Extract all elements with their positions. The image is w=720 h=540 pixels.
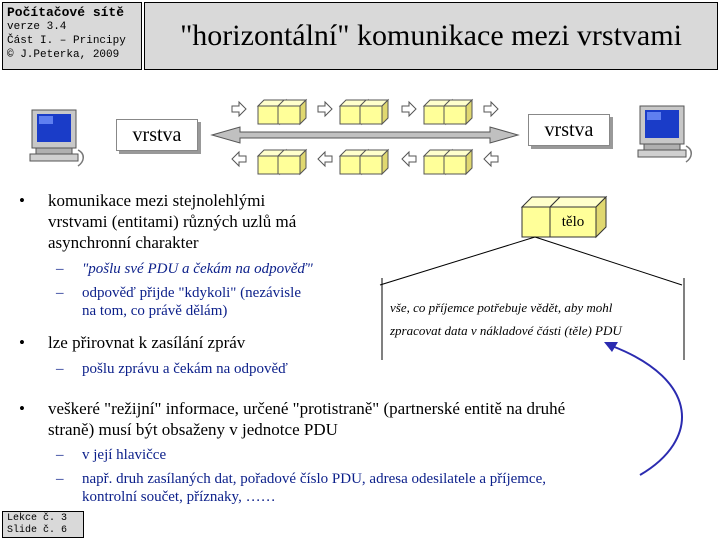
arrow-right-icon <box>402 102 416 116</box>
pdu-body-text: tělo <box>561 213 585 230</box>
bullet-3-sub-2-line-2: kontrolní součet, příznaky, …… <box>82 489 276 505</box>
bullet-3-sub-2 <box>56 470 676 506</box>
slide-title: "horizontální" komunikace mezi vrstvami <box>180 19 682 52</box>
pdu-cube-icon <box>360 150 388 174</box>
pdu-note-line-1: vše, co příjemce potřebuje vědět, aby mohl <box>390 300 613 315</box>
bullet-1-sub-1 <box>56 260 376 278</box>
pdu-cube-icon <box>278 150 306 174</box>
bullet-1-line-3: asynchronní charakter <box>48 233 199 252</box>
copyright-text: © J.Peterka, 2009 <box>7 49 120 61</box>
bullet-3-sub-1 <box>56 446 676 464</box>
bullet-dot: • <box>19 333 25 352</box>
bullet-2 <box>20 332 350 353</box>
arrow-left-icon <box>232 152 246 166</box>
pdu-flow-top <box>232 100 498 124</box>
arrow-right-icon <box>318 102 332 116</box>
pdu-body-label <box>550 207 596 237</box>
lecture-number: Lekce č. 3 <box>7 513 68 524</box>
sub-dash: – <box>56 261 64 277</box>
bullet-1-line-2: vrstvami (entitami) různých uzlů má <box>48 212 297 231</box>
pdu-cube-icon <box>360 100 388 124</box>
bullet-3-line-2: straně) musí být obsaženy v jednotce PDU <box>48 420 338 439</box>
pdu-note <box>390 296 690 342</box>
bullet-dot: • <box>19 191 25 210</box>
bullet-3-line-1: veškeré "režijní" informace, určené "protistraně" (partnerské entitě na druhé <box>48 399 566 418</box>
bullet-3-sub-2-line-1: např. druh zasílaných dat, pořadové číslo PDU, adresa odesilatele a příjemce, <box>82 471 546 487</box>
slide-number-panel <box>2 511 84 538</box>
bullet-1-sub-2 <box>56 284 376 320</box>
pdu-header-block <box>522 207 550 237</box>
slide-number: Slide č. 6 <box>7 525 68 536</box>
arrow-left-icon <box>402 152 416 166</box>
sub-dash: – <box>56 361 64 377</box>
part-text: Část I. – Principy <box>7 35 126 47</box>
bullet-1 <box>20 190 350 253</box>
layer-label-right-text: vrstva <box>544 118 594 141</box>
course-title: Počítačové sítě <box>7 5 125 20</box>
bullet-dot: • <box>19 399 25 418</box>
bullet-2-line-1: lze přirovnat k zasílání zpráv <box>48 333 246 352</box>
computer-left-icon <box>30 110 83 166</box>
bullet-3 <box>20 398 700 440</box>
pdu-flow-bottom <box>232 150 498 174</box>
sub-dash: – <box>56 471 64 487</box>
bullet-1-sub-1-text: "pošlu své PDU a čekám na odpověď" <box>82 261 313 277</box>
bullet-2-sub-1 <box>56 360 376 378</box>
arrow-right-icon <box>484 102 498 116</box>
layer-label-left-text: vrstva <box>132 123 182 146</box>
pdu-cube-icon <box>444 100 472 124</box>
bullet-1-line-1: komunikace mezi stejnolehlými <box>48 191 266 210</box>
arrow-right-icon <box>232 102 246 116</box>
bullet-3-sub-1-text: v její hlavičce <box>82 447 167 463</box>
sub-dash: – <box>56 447 64 463</box>
double-arrow-icon <box>212 127 518 143</box>
computer-right-icon <box>638 106 691 162</box>
pdu-cube-icon <box>444 150 472 174</box>
bullet-1-sub-2-line-1: odpověď přijde "kdykoli" (nezávisle <box>82 285 301 301</box>
pdu-note-line-2: zpracovat data v nákladové části (těle) PDU <box>390 323 622 338</box>
arrow-left-icon <box>318 152 332 166</box>
sub-dash: – <box>56 285 64 301</box>
bullet-2-sub-1-text: pošlu zprávu a čekám na odpověď <box>82 361 288 377</box>
layer-label-left <box>116 119 198 151</box>
version-text: verze 3.4 <box>7 21 67 33</box>
layer-label-right <box>528 114 610 146</box>
arrow-left-icon <box>484 152 498 166</box>
bullet-1-sub-2-line-2: na tom, co právě dělám) <box>82 303 228 319</box>
pdu-cube-icon <box>278 100 306 124</box>
